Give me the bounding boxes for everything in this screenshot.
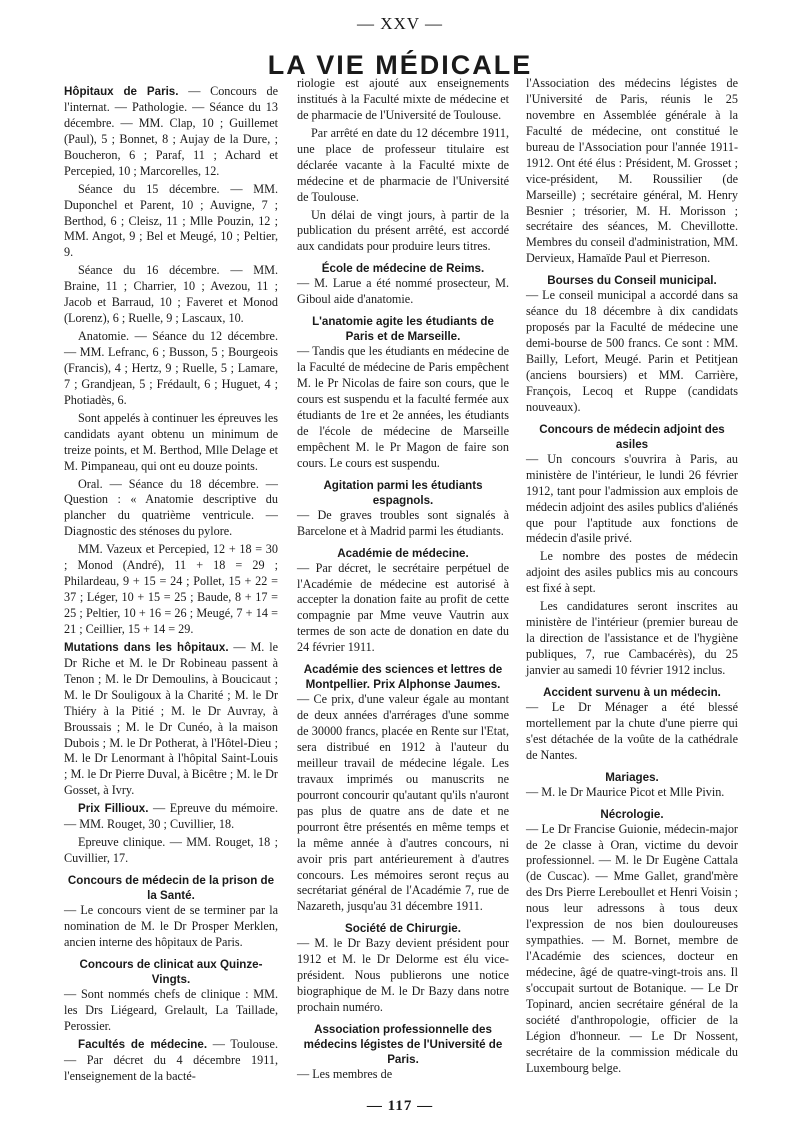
article-text: — Concours de l'internat. — Pathologie. — Séance du 13 décembre. — MM. Clap, 10 ; Guillemet (Paul), 5 ; Bonnet, 8 ; Aujay de la Dure, ; Boucheron, 6 ; Paraf, 11 ; Achard et Percepied, 10 ; Marcorelles, 12. [64,84,279,178]
article-heading: Société de Chirurgie. [345,922,461,936]
article-heading: Facultés de médecine. [78,1037,208,1051]
article-text: — Par décret, le secrétaire perpétuel de l'Académie de médecine est autorisé à accepter la donation faite au profit de cette compagnie par Mme veuve Vautrin aux termes de son acte de donation en date du 24 février 1911. [297,560,509,655]
article-hopitaux [64,84,278,180]
article-text: — Le conseil municipal a accordé dans sa séance du 18 décembre à dix candidats proposés par la Faculté de médecine une demi-bourse de 500 francs. Ce sont : MM. Bailly, Lefort, Meugé. Parin et Petitjean (anciens boursiers) et MM. Carrière, François, Lecoq et Ruppe (candidats nouveaux). [526,288,738,414]
article-heading: Nécrologie. [600,807,664,821]
article-text: — Le Dr Ménager a été blessé mortellement par la chute d'une pierre qui s'est détachée de la voûte de la cathédrale de Nantes. [526,699,738,762]
article-prix-fillioux [64,801,278,833]
paragraph: Un délai de vingt jours, à partir de la publication du présent arrêté, est accordé aux candidats pour produire leurs titres. [297,207,509,254]
paragraph: Epreuve clinique. — MM. Rouget, 18 ; Cuvillier, 17. [64,835,278,866]
article-mutations [64,640,278,799]
paragraph: Séance du 15 décembre. — MM. Duponchel et Parent, 10 ; Auvigne, 7 ; Berthod, 6 ; Cleisz, 11 ; Mlle Pouzin, 12 ; MM. Angot, 9 ; Bel et Meugé, 10 ; Peltier, 9. [64,181,278,260]
article-text: — Les membres de [297,1067,393,1081]
article-heading: Bourses du Conseil municipal. [547,274,717,288]
article-text: — Ce prix, d'une valeur égale au montant de deux années d'arrérages d'une somme de 30000 francs, placée en Rente sur l'Etat, sera distribué en 1912 à l'auteur du meilleur travail de médecine légale. Les travaux imprimés ou manuscrits ne pourront concourir qu'autant qu'ils n'auront pas plus de quatre ans de date et ne pourront être présentés en même temps et la même année à d'autres concours, ni avoir pris part antérieurement à d'autres concours. Les mémoires seront reçus au secrétariat général de l'Académie 7, rue de Nazareth, jusqu'au 31 décembre 1911. [297,692,509,914]
article-text: — M. le Dr Bazy devient président pour 1912 et M. le Dr Delorme est élu vice-président. Nous publierons une notice biographique de M. le Dr Bazy dans notre prochain numéro. [297,936,509,1015]
article-heading: Agitation parmi les étudiants espagnols. [323,478,483,507]
page-number: — 117 — [366,1098,434,1114]
article-heading: Concours de médecin de la prison de la Santé. [67,874,275,902]
column-1 [64,84,278,1086]
article-heading: Académie de médecine. [337,546,469,560]
article-text: — Epreuve du mémoire. — MM. Rouget, 30 ; Cuvillier, 18. [64,801,279,832]
article-heading: Concours de clinicat aux Quinze-Vingts. [79,957,263,986]
article-text: — M. le Dr Maurice Picot et Mlle Pivin. [526,784,725,799]
paragraph: Par arrêté en date du 12 décembre 1911, une place de professeur titulaire est déclarée vacante à la Faculté mixte de médecine et de pharmacie de l'Université de Toulouse. [297,125,509,204]
column-3 [526,76,738,1079]
paragraph: Les candidatures seront inscrites au ministère de l'intérieur (premier bureau de la direction de l'assistance et de l'hygiène publiques, 7, rue Cambacérès), du 25 janvier au samedi 10 février 1912 inclus. [526,599,738,677]
article-text: — Le concours vient de se terminer par la nomination de M. le Dr Prosper Merklen, ancien interne des hôpitaux de Paris. [64,903,278,949]
paragraph: Oral. — Séance du 18 décembre. — Question : « Anatomie descriptive du plancher du quatrième ventricule. — Diagnostic des sténoses du pylore. [64,476,278,539]
article-heading: L'anatomie agite les étudiants de Paris et de Marseille. [312,315,494,344]
roman-page-number: — XXV — [356,14,444,33]
article-heading: Prix Fillioux. [78,802,149,816]
paragraph: Sont appelés à continuer les épreuves les candidats ayant obtenu un minimum de treize points, et M. Berthod, Mlle Delage et M. Pimpaneau, qui ont eu douze points. [64,410,278,473]
paragraph: l'Association des médecins légistes de l'Université de Paris, réunis le 25 novembre en Assemblée générale à la Faculté de médecine, ont constitué le bureau de l'Association pour l'année 1911-1912. Ont été élus : Président, M. Grosset ; vice-président, M. Roussilier (de Marseille) ; secrétaire général, M. Henry Besnier ; trésorier, M. H. Morisson ; secrétaire des séances, M. Chevillotte. Membres du conseil d'administration, MM. Dervieux, Hamaïde Paul et Pierreson. [526,76,738,266]
article-heading: Hôpitaux de Paris. [64,85,179,98]
article-facultes [64,1037,278,1085]
article-text: — Tandis que les étudiants en médecine de la Faculté de médecine de Paris empêchent M. le Pr Nicolas de faire son cours, que le cours est suspendu et la faculté fermée aux étudiants de 1re et 2e années, les étudiants de l'école de médecine de Marseille empêchent M. le Pr Magon de faire son cours. Le cours est suspendu. [297,344,509,470]
article-heading: Accident survenu à un médecin. [543,685,721,699]
page-title: LA VIE MÉDICALE [267,50,533,80]
paragraph: MM. Vazeux et Percepied, 12 + 18 = 30 ; Monod (André), 11 + 18 = 29 ; Philardeau, 9 + 15 = 24 ; Pollet, 15 + 22 = 37 ; Léger, 10 + 15 = 25 ; Baude, 8 + 17 = 25 ; Peltier, 10 + 16 = 26 ; Meugé, 7 + 14 = 21 ; Ceillier, 15 + 14 = 29. [64,542,278,636]
article-text: — Un concours s'ouvrira à Paris, au ministère de l'intérieur, le lundi 26 février 1912, tant pour l'admission aux emplois de médecin adjoint des asiles publics d'aliénés que pour l'aptitude aux fonctions de médecin d'asile privé. [526,451,738,546]
article-heading: Mariages. [605,770,659,784]
article-text: — De graves troubles sont signalés à Barcelone et à Madrid parmi les étudiants. [297,507,509,538]
article-heading: Concours de médecin adjoint des asiles [539,422,725,451]
paragraph: Anatomie. — Séance du 12 décembre. — MM. Lefranc, 6 ; Busson, 5 ; Bourgeois (Francis), 4 ; Hertz, 9 ; Ruelle, 5 ; Lamare, 7 ; Grandjean, 5 ; Frédault, 6 ; Huguet, 4 ; Photiadès, 6. [64,329,278,407]
article-text: — M. le Dr Riche et M. le Dr Robineau passent à Tenon ; M. le Dr Demoulins, à Boucicaut ; M. le Dr Souligoux à la Charité ; M. le Dr Thiéry à la Pitié ; M. le Dr Auvray, à Broussais ; M. le Dr Cunéo, à la maison Dubois ; M. le Dr Potherat, à l'Hôtel-Dieu ; M. le Dr Lenormant à l'hôpital Saint-Louis ; M. le Dr Pierre Duval, à Bicêtre ; M. le Dr Gosset, à Ivry. [64,639,278,798]
article-text: — Toulouse. — Par décret du 4 décembre 1911, l'enseignement de la bacté- [64,1036,278,1083]
column-2 [297,76,509,1085]
article-text: — Sont nommés chefs de clinique : MM. les Drs Liégeard, Grelault, La Taillade, Perossier. [64,986,278,1033]
article-text: — Le Dr Francise Guionie, médecin-major de 2e classe à Oran, victime du devoir professionnel. — M. le Dr Eugène Cattala (de Cuscac). — Mme Gallet, grand'mère des Drs Pierre Lereboullet et Henri Voisin ; nous leur adressons à tous deux l'expression de nos bien douloureuses sympathies. — M. Bornet, membre de l'Académie des sciences, docteur en médecine, âgé de quatre-vingt-trois ans. Il s'occupait surtout de Botanique. — Le Dr Topinard, ancien secrétaire général de la société d'anthropologie, officier de la Légion d'honneur. — Le Dr Nossent, secrétaire de la commission médicale du Luxembourg belge. [526,821,738,1075]
paragraph: riologie est ajouté aux enseignements institués à la Faculté mixte de médecine et de pharmacie de l'Université de Toulouse. [297,76,509,122]
article-heading: Mutations dans les hôpitaux. [64,640,229,654]
paragraph: Séance du 16 décembre. — MM. Braine, 11 ; Charrier, 10 ; Avezou, 11 ; Jacob et Barraud, 10 ; Faveret et Monod (Lorenz), 6 ; Ruelle, 9 ; Lascaux, 10. [64,263,278,326]
article-text: — M. Larue a été nommé prosecteur, M. Giboul aide d'anatomie. [297,276,509,307]
article-heading: École de médecine de Reims. [321,262,485,276]
article-heading: Académie des sciences et lettres de Montpellier. Prix Alphonse Jaumes. [303,663,503,692]
article-heading: Association professionnelle des médecins légistes de l'Université de Paris. [303,1023,503,1066]
paragraph: Le nombre des postes de médecin adjoint des asiles publics mis au concours est fixé à sept. [526,549,738,596]
